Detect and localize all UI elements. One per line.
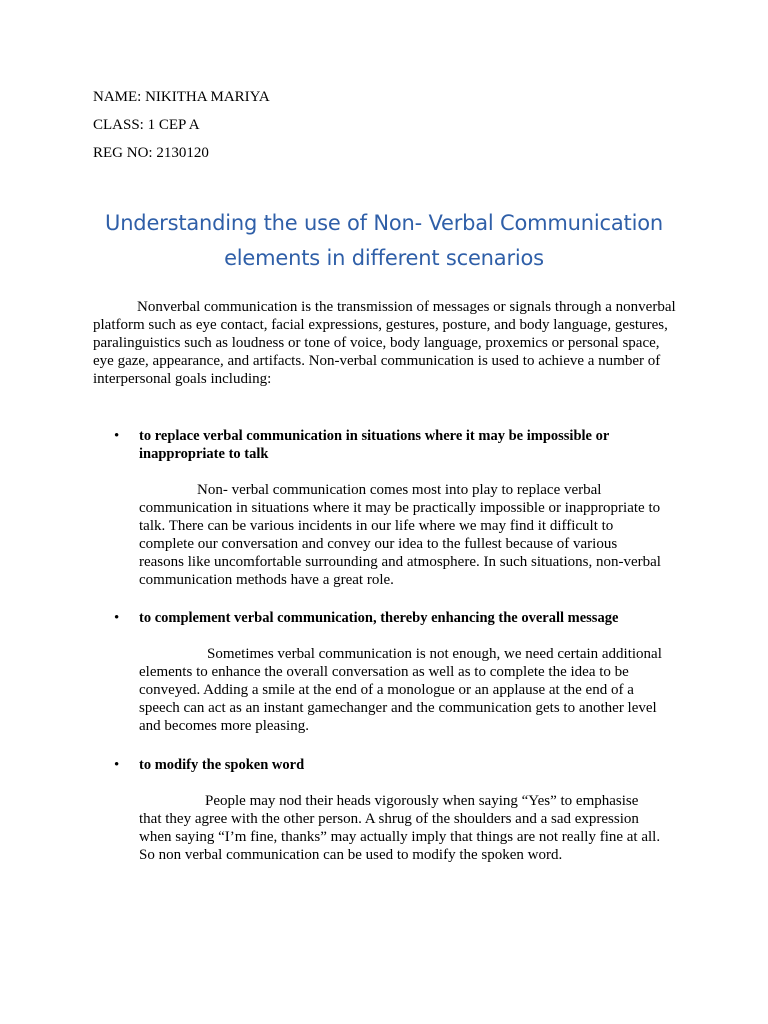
section-heading-3	[114, 756, 674, 774]
title-line-2: elements in different scenarios	[224, 246, 544, 270]
section-heading-text: to complement verbal communication, thereby enhancing the overall message	[139, 610, 619, 626]
intro-paragraph: Nonverbal communication is the transmission of messages or signals through a nonverbal platform such as eye contact, facial expressions, gestures, posture, and body language, gestures, paralinguistics such as loudness or tone of voice, body language, proxemics or personal space, eye gaze, appearance, and artifacts. Non-verbal communication is used to achieve a number of interpersonal goals including:	[93, 299, 676, 387]
section-heading-text: to modify the spoken word	[139, 757, 305, 773]
bullet-icon: •	[114, 757, 120, 773]
section-body-3: People may nod their heads vigorously when saying “Yes” to emphasise that they agree with the other person. A shrug of the shoulders and a sad expression when saying “I’m fine, thanks” may actually imply that things are not really fine at all. So non verbal communication can be used to modify the spoken word.	[139, 793, 661, 863]
registration-number: REG NO: 2130120	[93, 145, 209, 161]
section-heading-text: to replace verbal communication in situations where it may be impossible or inappropriate to talk	[139, 428, 610, 462]
bullet-icon: •	[114, 428, 120, 444]
section-body-2: Sometimes verbal communication is not enough, we need certain additional elements to enhance the overall conversation as well as to complete the idea to be conveyed. Adding a smile at the end of a monologue or an applause at the end of a speech can act as an instant gamechanger and the communication gets to another level and becomes more pleasing.	[139, 646, 662, 734]
student-class: CLASS: 1 CEP A	[93, 117, 200, 133]
student-name: NAME: NIKITHA MARIYA	[93, 89, 270, 105]
bullet-icon: •	[114, 610, 120, 626]
title-line-1: Understanding the use of Non- Verbal Communication	[105, 211, 663, 235]
section-heading-1	[114, 427, 674, 463]
section-body-1: Non- verbal communication comes most into play to replace verbal communication in situations where it may be practically impossible or inappropriate to talk. There can be various incidents in our life where we may find it difficult to complete our conversation and convey our idea to the fullest because of various reasons like uncomfortable surrounding and atmosphere. In such situations, non-verbal communication methods have a great role.	[139, 482, 661, 588]
document-title	[60, 206, 708, 276]
section-heading-2	[114, 609, 674, 627]
